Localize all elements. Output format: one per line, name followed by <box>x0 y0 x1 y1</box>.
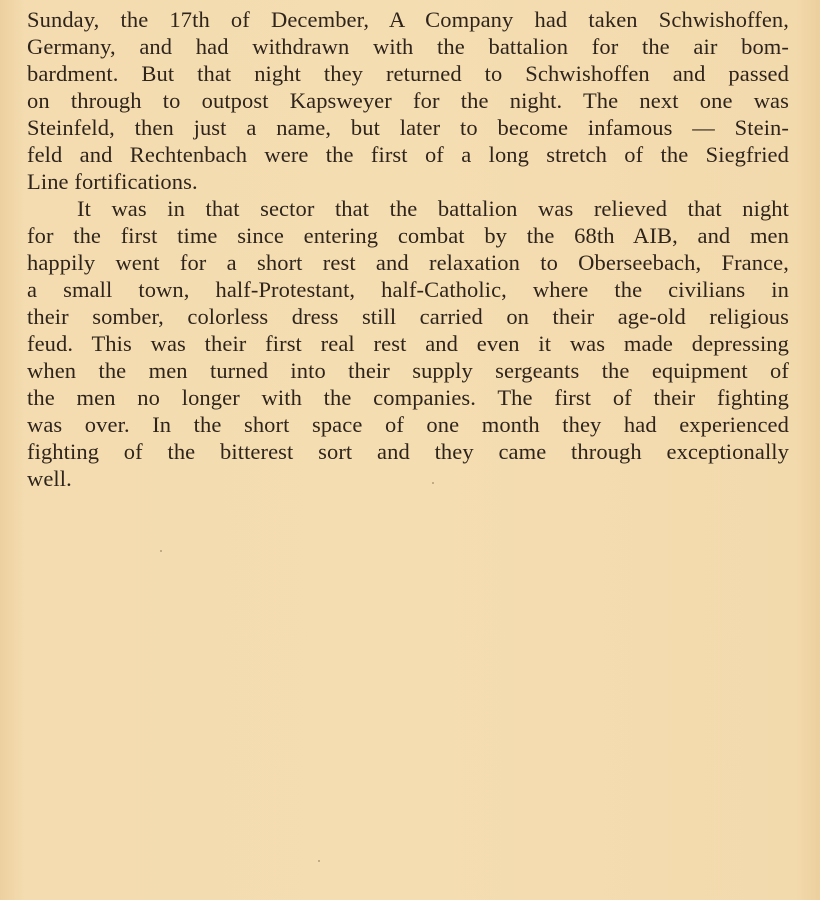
text-line: feud. This was their first real rest and even it was made depressing <box>27 331 789 356</box>
text-line: Germany, and had withdrawn with the battalion for the air bom- <box>27 34 789 59</box>
text-line: well. <box>27 466 72 491</box>
paragraph-2 <box>27 195 789 492</box>
text-line: a small town, half-Protestant, half-Catholic, where the civilians in <box>27 277 789 302</box>
paper-speck <box>160 550 162 552</box>
text-line: Sunday, the 17th of December, A Company had taken Schwishoffen, <box>27 7 789 32</box>
paper-speck <box>318 860 320 862</box>
paragraph-1 <box>27 6 789 195</box>
text-line: for the first time since entering combat by the 68th AIB, and men <box>27 223 789 248</box>
text-line: on through to outpost Kapsweyer for the night. The next one was <box>27 88 789 113</box>
text-line: Line fortifications. <box>27 169 198 194</box>
text-line: It was in that sector that the battalion was relieved that night <box>77 196 789 221</box>
text-line: bardment. But that night they returned to Schwishoffen and passed <box>27 61 789 86</box>
text-line: feld and Rechtenbach were the first of a long stretch of the Siegfried <box>27 142 789 167</box>
text-line: happily went for a short rest and relaxation to Oberseebach, France, <box>27 250 789 275</box>
text-line: Steinfeld, then just a name, but later to become infamous — Stein- <box>27 115 789 140</box>
paper-speck <box>432 482 434 484</box>
text-line: was over. In the short space of one month they had experienced <box>27 412 789 437</box>
text-line: fighting of the bitterest sort and they came through exceptionally <box>27 439 789 464</box>
text-line: the men no longer with the companies. The first of their fighting <box>27 385 789 410</box>
text-line: when the men turned into their supply sergeants the equipment of <box>27 358 789 383</box>
text-line: their somber, colorless dress still carried on their age-old religious <box>27 304 789 329</box>
body-text <box>27 6 789 492</box>
